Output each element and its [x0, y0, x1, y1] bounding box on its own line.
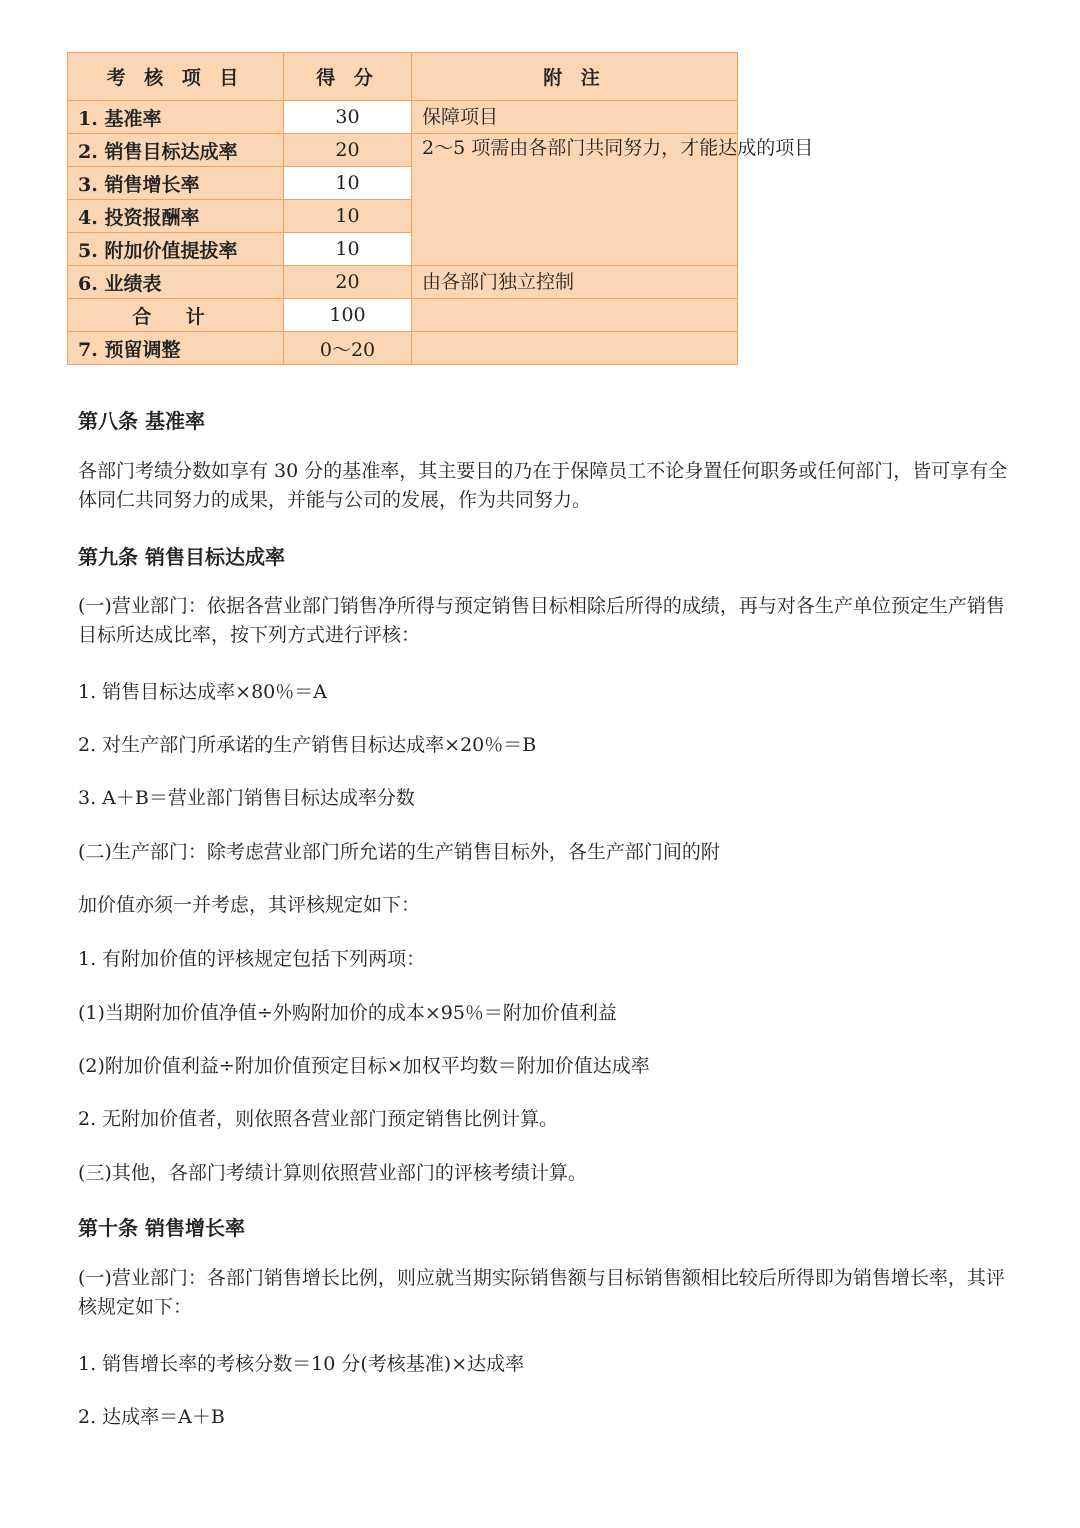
table-header-row — [68, 53, 738, 101]
row-score: 10 — [284, 200, 412, 233]
article-9-list-item: (2)附加价值利益÷附加价值预定目标×加权平均数＝附加价值达成率 — [78, 1055, 650, 1077]
article-8-title: 第八条 基准率 — [78, 409, 205, 433]
table-row — [68, 332, 738, 365]
row-note: 由各部门独立控制 — [412, 266, 738, 299]
note-text: 2～5 项需由各部门共同努力，才能达成的项目 — [422, 137, 814, 159]
row-score: 30 — [284, 101, 412, 134]
row-note: 保障项目 — [412, 101, 738, 134]
article-9-paragraph-2-cont: 加价值亦须一并考虑，其评核规定如下： — [78, 894, 421, 916]
row-score: 20 — [284, 134, 412, 167]
row-item: 合 计 — [68, 299, 284, 332]
row-score: 100 — [284, 299, 412, 332]
article-9-paragraph-1: (一)营业部门：依据各营业部门销售净所得与预定销售目标相除后所得的成绩，再与对各生产单位预定生产销售目标所达成比率，按下列方式进行评核： — [78, 595, 1005, 646]
article-9-list-item: 2. 无附加价值者，则依照各营业部门预定销售比例计算。 — [78, 1108, 559, 1130]
article-9-title: 第九条 销售目标达成率 — [78, 545, 285, 569]
score-table — [67, 52, 814, 365]
article-10-list-item: 2. 达成率＝A＋B — [78, 1406, 225, 1428]
header-item: 考 核 项 目 — [68, 53, 284, 101]
row-item: 1. 基准率 — [68, 101, 284, 134]
table-row — [68, 134, 738, 167]
article-10-paragraph-1: (一)营业部门：各部门销售增长比例，则应就当期实际销售额与目标销售额相比较后所得即为销售增长率，其评核规定如下： — [78, 1267, 1005, 1318]
table-row — [68, 101, 738, 134]
row-item: 3. 销售增长率 — [68, 167, 284, 200]
row-note — [412, 299, 738, 332]
article-10-list-item: 1. 销售增长率的考核分数＝10 分(考核基准)×达成率 — [78, 1353, 525, 1375]
article-9-list-item: 1. 销售目标达成率×80％＝A — [78, 681, 327, 703]
article-8-text: 各部门考绩分数如享有 30 分的基准率，其主要目的乃在于保障员工不论身置任何职务或任何部门，皆可享有全体同仁共同努力的成果，并能与公司的发展，作为共同努力。 — [78, 460, 1008, 511]
article-9-list-item: 2. 对生产部门所承诺的生产销售目标达成率×20％＝B — [78, 734, 537, 756]
row-score: 20 — [284, 266, 412, 299]
article-9-list-item: 1. 有附加价值的评核规定包括下列两项： — [78, 948, 426, 970]
row-note — [412, 332, 738, 365]
row-item: 4. 投资报酬率 — [68, 200, 284, 233]
row-score: 0～20 — [284, 332, 412, 365]
table-row-total — [68, 299, 738, 332]
article-9-list-item: (1)当期附加价值净值÷外购附加价的成本×95％＝附加价值利益 — [78, 1002, 617, 1024]
article-9-paragraph-2: (二)生产部门：除考虑营业部门所允诺的生产销售目标外，各生产部门间的附 — [78, 841, 720, 863]
row-item: 2. 销售目标达成率 — [68, 134, 284, 167]
row-item: 5. 附加价值提拔率 — [68, 233, 284, 266]
table-row — [68, 266, 738, 299]
row-item: 6. 业绩表 — [68, 266, 284, 299]
article-9-list-item: 3. A＋B＝营业部门销售目标达成率分数 — [78, 787, 415, 809]
row-score: 10 — [284, 167, 412, 200]
article-10-title: 第十条 销售增长率 — [78, 1216, 245, 1240]
row-item: 7. 预留调整 — [68, 332, 284, 365]
row-note — [412, 134, 814, 266]
header-note: 附 注 — [412, 53, 738, 101]
header-score: 得 分 — [284, 53, 412, 101]
article-9-paragraph-3: (三)其他，各部门考绩计算则依照营业部门的评核考绩计算。 — [78, 1162, 587, 1184]
row-score: 10 — [284, 233, 412, 266]
